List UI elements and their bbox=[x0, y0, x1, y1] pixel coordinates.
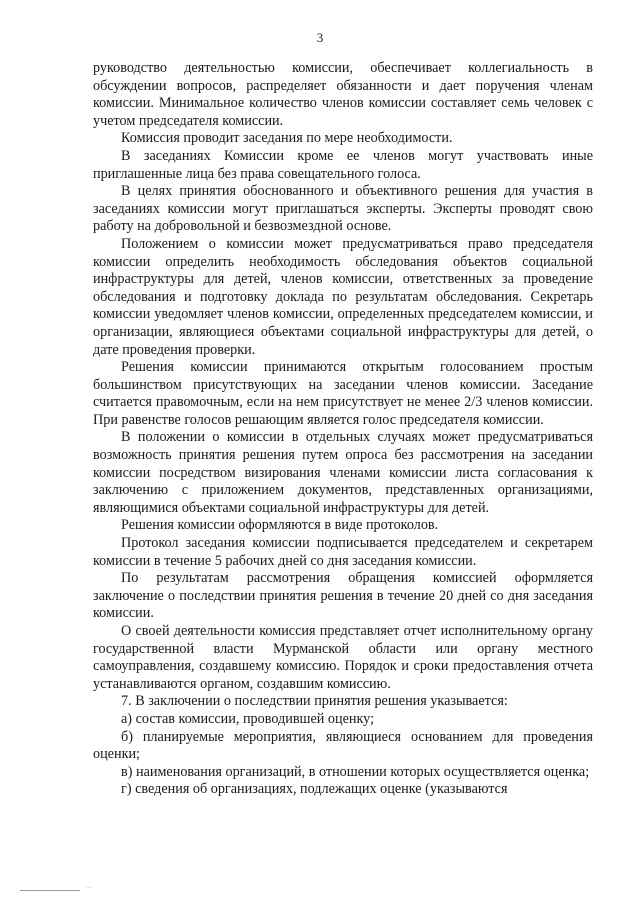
list-item-a: а) состав комиссии, проводившей оценку; bbox=[121, 710, 375, 727]
section-heading-7: 7. В заключении о последствии принятия решения указывается: bbox=[121, 693, 508, 710]
paragraph-protocols: Решения комиссии оформляются в виде протоколов. bbox=[121, 517, 439, 534]
paragraph-inspection-right: Положением о комиссии может предусматриваться право председателя комиссии определить необходимость обследования объектов социальной инфраструктуры для детей, членов комиссии, ответственных за проведение обследования и подготовку доклада по результатам обследования. Секретарь комиссии уведомляет членов комиссии, определенных председателем комиссии, и организации, являющиеся объектами социальной инфраструктуры для детей, о дате проведения проверки. bbox=[93, 235, 593, 358]
paragraph-invited-persons: В заседаниях Комиссии кроме ее членов могут участвовать иные приглашенные лица без права совещательного голоса. bbox=[93, 147, 593, 182]
paragraph-meetings-schedule: Комиссия проводит заседания по мере необходимости. bbox=[121, 130, 453, 147]
paragraph-commission-leadership: руководство деятельностью комиссии, обеспечивает коллегиальность в обсуждении вопросов, распределяет обязанности и дает поручения членам комиссии. Минимальное количество членов комиссии составляет семь человек с учетом председателя комиссии. bbox=[93, 60, 593, 129]
list-item-g: г) сведения об организациях, подлежащих оценке (указываются bbox=[121, 781, 508, 798]
paragraph-activity-report: О своей деятельности комиссия представляет отчет исполнительному органу государственной власти Мурманской области или органу местного самоуправления, создавшему комиссию. Порядок и сроки предоставления отчета устанавливаются органом, создавшим комиссию. bbox=[93, 623, 593, 692]
footer-divider bbox=[20, 890, 80, 891]
paragraph-protocol-signing: Протокол заседания комиссии подписывается председателем и секретарем комиссии в течение 5 рабочих дней со дня заседания комиссии. bbox=[93, 535, 593, 569]
list-item-b: б) планируемые мероприятия, являющиеся основанием для проведения оценки; bbox=[93, 728, 593, 763]
footer-mark: … bbox=[86, 884, 92, 890]
page-number: 3 bbox=[316, 30, 324, 45]
paragraph-voting: Решения комиссии принимаются открытым голосованием простым большинством присутствующих на заседании членов комиссии. Заседание считается правомочным, если на нем присутствует не менее 2/3 членов комиссии. При равенстве голосов решающим является голос председателя комиссии. bbox=[93, 359, 593, 428]
paragraph-experts: В целях принятия обоснованного и объективного решения для участия в заседаниях комиссии могут приглашаться эксперты. Эксперты проводят свою работу на добровольной и безвозмездной основе. bbox=[93, 183, 593, 235]
paragraph-conclusion-deadline: По результатам рассмотрения обращения комиссией оформляется заключение о последствии принятия решения в течение 20 дней со дня заседания комиссии. bbox=[93, 570, 593, 622]
list-item-v: в) наименования организаций, в отношении которых осуществляется оценка; bbox=[121, 763, 590, 780]
document-body bbox=[93, 60, 593, 799]
paragraph-survey-decision: В положении о комиссии в отдельных случаях может предусматриваться возможность принятия решения путем опроса без рассмотрения на заседании комиссии посредством визирования членами комиссии листа согласования к заключению с приложением документов, представленных организациями, являющимися объектами социальной инфраструктуры для детей. bbox=[93, 429, 593, 516]
